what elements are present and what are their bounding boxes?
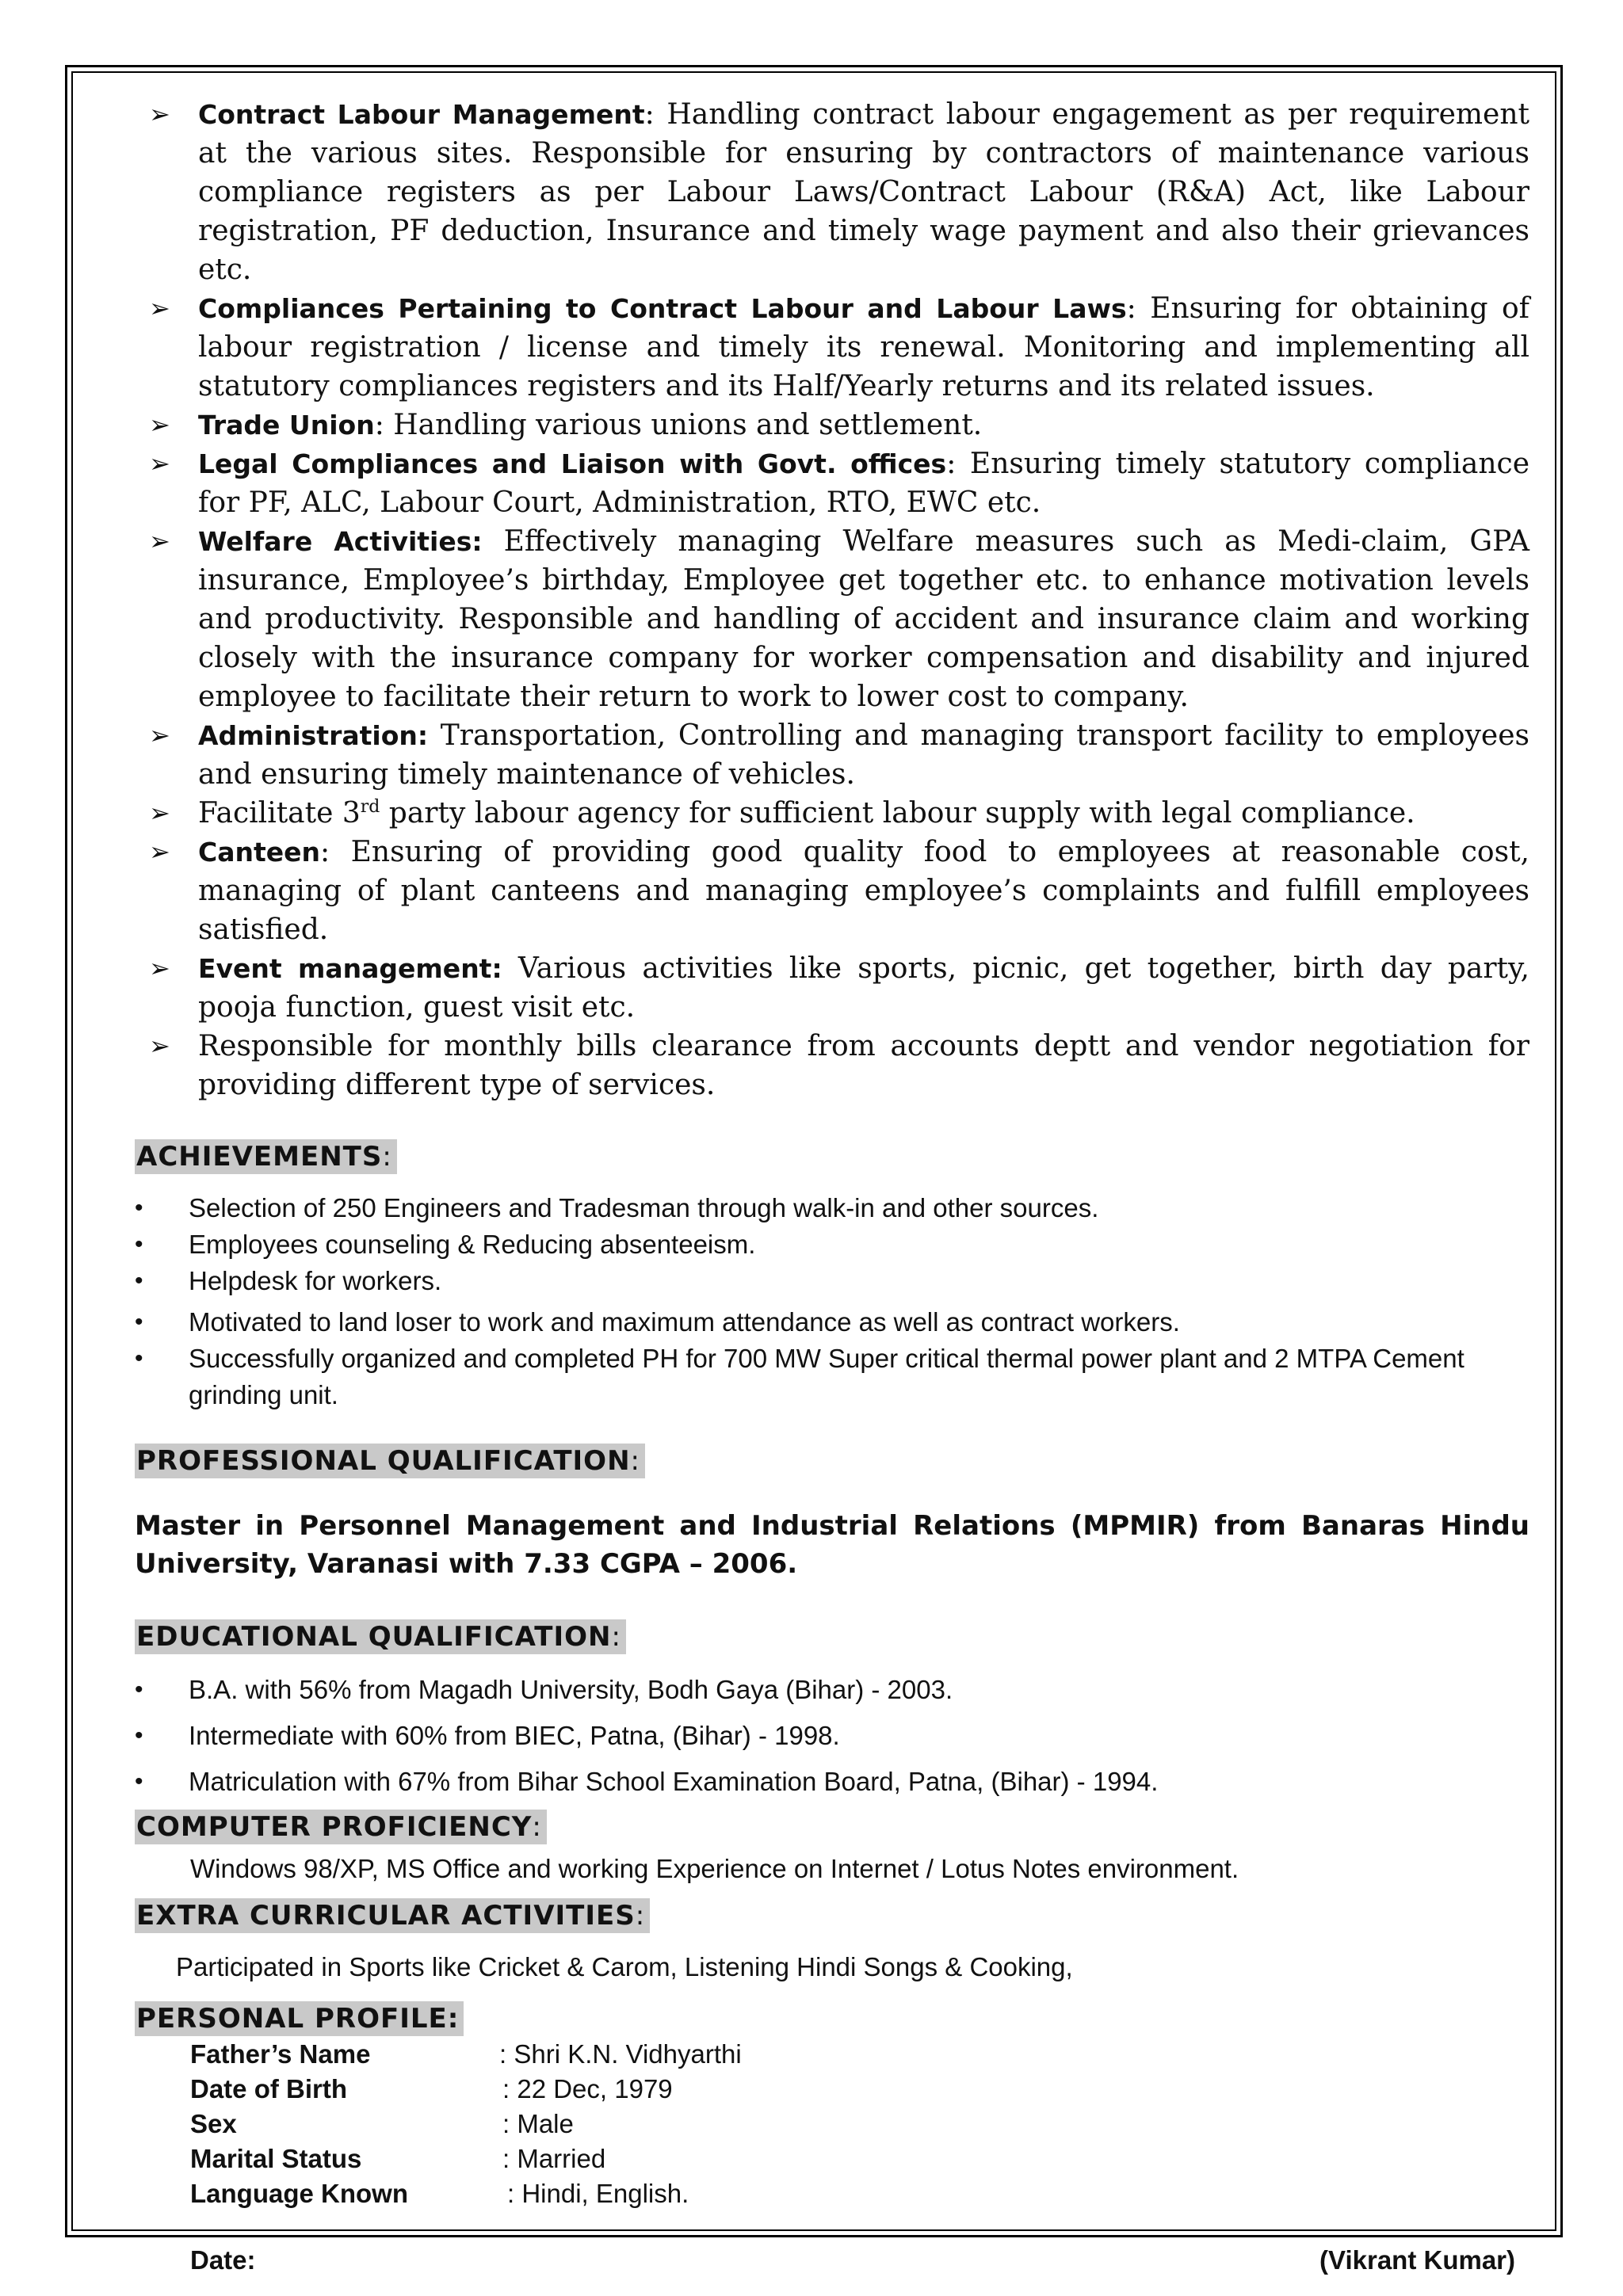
list-item: • Selection of 250 Engineers and Tradesman through walk-in and other sources. — [135, 1190, 1529, 1226]
date-label: Date: — [190, 2245, 256, 2275]
table-row: Marital Status : Married — [190, 2144, 606, 2173]
list-item: ➢ Facilitate 3rd party labour agency for sufficient labour supply with legal compliance. — [135, 794, 1529, 833]
professional-section — [135, 1444, 1529, 1583]
educational-section — [135, 1619, 1529, 1805]
list-item: ➢ Welfare Activities: Effectively managing Welfare measures such as Medi-claim, GPA insurance, Employee’s birthday, Employee get together etc. to enhance motivation levels and productivity. Responsible and handling of accident and insurance claim and working closely with the insurance company for worker compensation and disability and injured employee to facilitate their return to work to lower cost to company. — [135, 522, 1529, 716]
list-item: ➢ Legal Compliances and Liaison with Govt. offices: Ensuring timely statutory compliance for PF, ALC, Labour Court, Administration, RTO, EWC etc. — [135, 444, 1529, 522]
list-item: ➢ Administration: Transportation, Controlling and managing transport facility to employees and ensuring timely maintenance of vehicles. — [135, 716, 1529, 794]
signature-name: (Vikrant Kumar) — [1319, 2245, 1515, 2275]
extra-curricular-text: Participated in Sports like Cricket & Carom, Listening Hindi Songs & Cooking, — [176, 1952, 1073, 1981]
extra-curricular-section — [135, 1898, 1529, 1982]
table-row: Language Known : Hindi, English. — [190, 2179, 689, 2208]
table-row: Sex : Male — [190, 2109, 574, 2138]
list-item: ➢ Trade Union: Handling various unions and settlement. — [135, 406, 1529, 444]
achievements-section — [135, 1139, 1529, 1413]
list-item: • B.A. with 56% from Magadh University, Bodh Gaya (Bihar) - 2003. — [135, 1667, 1529, 1713]
education-list — [135, 1667, 1529, 1805]
personal-profile-table — [190, 2039, 742, 2214]
section-heading: EXTRA CURRICULAR ACTIVITIES: — [135, 1898, 650, 1933]
section-heading: COMPUTER PROFICIENCY: — [135, 1810, 547, 1844]
table-row: Date of Birth : 22 Dec, 1979 — [190, 2074, 673, 2103]
computer-proficiency-text: Windows 98/XP, MS Office and working Experience on Internet / Lotus Notes environment. — [190, 1854, 1239, 1883]
section-heading: ACHIEVEMENTS: — [135, 1139, 397, 1174]
list-item: • Motivated to land loser to work and maximum attendance as well as contract workers. — [135, 1304, 1529, 1341]
table-row: Father’s Name : Shri K.N. Vidhyarthi — [190, 2039, 742, 2069]
section-heading: PROFESSIONAL QUALIFICATION: — [135, 1444, 645, 1478]
computer-section — [135, 1810, 1529, 1884]
personal-profile-section — [135, 2001, 1529, 2214]
responsibilities-list — [135, 95, 1529, 1104]
section-heading: EDUCATIONAL QUALIFICATION: — [135, 1619, 626, 1654]
list-item: ➢ Canteen: Ensuring of providing good quality food to employees at reasonable cost, managing of plant canteens and managing employee’s complaints and fulfill employees satisfied. — [135, 833, 1529, 949]
professional-qualification-text: Master in Personnel Management and Industrial Relations (MPMIR) from Banaras Hindu University, Varanasi with 7.33 CGPA – 2006. — [135, 1510, 1529, 1580]
section-heading: PERSONAL PROFILE: — [135, 2001, 464, 2036]
list-item: • Successfully organized and completed PH for 700 MW Super critical thermal power plant and 2 MTPA Cement grinding unit. — [135, 1341, 1529, 1413]
list-item: ➢ Responsible for monthly bills clearance from accounts deptt and vendor negotiation for providing different type of services. — [135, 1027, 1529, 1104]
list-item: • Intermediate with 60% from BIEC, Patna, (Bihar) - 1998. — [135, 1713, 1529, 1759]
list-item: ➢ Event management: Various activities like sports, picnic, get together, birth day party, pooja function, guest visit etc. — [135, 949, 1529, 1027]
list-item: • Helpdesk for workers. — [135, 1263, 1529, 1299]
resume-content — [135, 95, 1529, 2275]
achievements-list — [135, 1190, 1529, 1413]
list-item: ➢ Compliances Pertaining to Contract Labour and Labour Laws: Ensuring for obtaining of labour registration / license and timely its renewal. Monitoring and implementing all statutory compliances registers and its Half/Yearly returns and its related issues. — [135, 289, 1529, 406]
list-item: • Employees counseling & Reducing absenteeism. — [135, 1226, 1529, 1263]
list-item: • Matriculation with 67% from Bihar School Examination Board, Patna, (Bihar) - 1994. — [135, 1759, 1529, 1805]
list-item: ➢ Contract Labour Management: Handling contract labour engagement as per requirement at the various sites. Responsible for ensuring by contractors of maintenance various compliance registers as per Labour Laws/Contract Labour (R&A) Act, like Labour registration, PF deduction, Insurance and timely wage payment and also their grievances etc. — [135, 95, 1529, 289]
signature-row — [135, 2245, 1529, 2275]
